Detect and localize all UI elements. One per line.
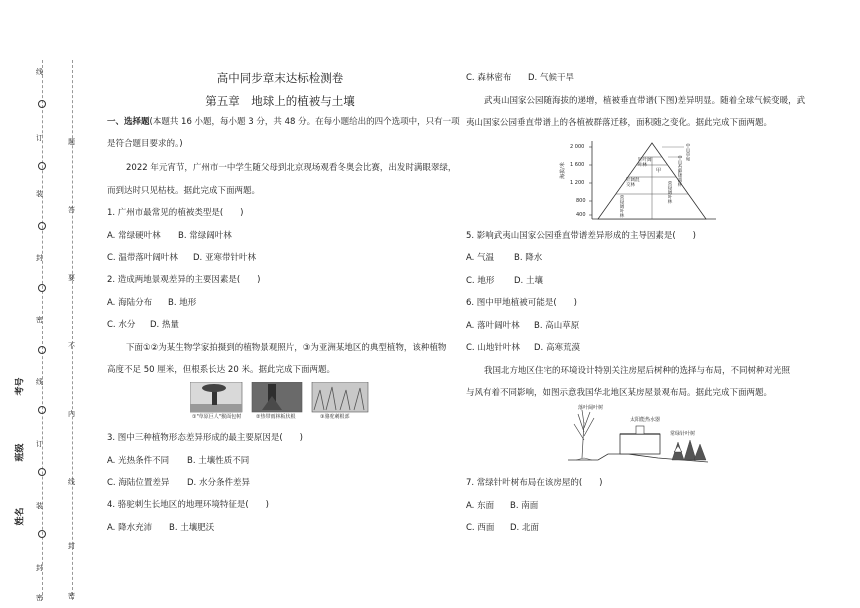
section-heading: 一、选择题 <box>107 117 150 127</box>
q1-option-c[interactable]: C. 温带落叶阔叶林 <box>107 253 178 263</box>
margin-circle <box>38 406 46 414</box>
margin-char: 封 <box>68 542 75 550</box>
tick-label: 1 600 <box>570 162 585 168</box>
q3-option-d[interactable]: D. 水分条件差异 <box>187 478 250 488</box>
margin-char: 线 <box>36 378 43 386</box>
photo-caption-2: ②热带雨林板状根 <box>256 414 296 420</box>
q1-option-a[interactable]: A. 常绿硬叶林 <box>107 231 161 241</box>
margin-char: 内 <box>68 410 75 418</box>
margin-circle <box>38 100 46 108</box>
q4-option-b[interactable]: B. 土壤肥沃 <box>169 523 215 533</box>
fig-label-solar-heater: 太阳能热水器 <box>630 417 661 423</box>
q5-option-d[interactable]: D. 土壤 <box>514 276 543 286</box>
zone-label: 常绿阔叶林 <box>667 181 672 204</box>
tick-label: 2 000 <box>570 144 585 150</box>
margin-char: 订 <box>36 134 43 142</box>
passage-2-line-1: 下面①②为某生物学家拍摄到的植物景观照片，③为亚洲某地区的典型植物，该种植物 <box>126 343 447 353</box>
zone-label: 针叶阔叶林 <box>638 158 652 168</box>
margin-char: 线 <box>36 68 43 76</box>
q6-stem: 6. 图中甲地植被可能是( ) <box>466 298 577 308</box>
q4-option-a[interactable]: A. 降水充沛 <box>107 523 153 533</box>
tick-label: 800 <box>576 198 586 204</box>
q5-option-c[interactable]: C. 地形 <box>466 276 495 286</box>
field-label-name: 姓名 <box>15 507 26 526</box>
q2-stem: 2. 造成两地景观差异的主要因素是( ) <box>107 275 261 285</box>
q7-option-b[interactable]: B. 南面 <box>510 501 539 511</box>
passage-1-line-2: 而到达时只见枯枝。据此完成下面两题。 <box>107 186 261 196</box>
margin-char: 答 <box>68 206 75 214</box>
margin-char: 封 <box>36 564 43 572</box>
margin-char: 密 <box>36 316 43 324</box>
q6-option-d[interactable]: D. 高寒荒漠 <box>534 343 580 353</box>
passage-4-line-2: 与风有着不同影响，如图示意我国华北地区某房屋景观布局。据此完成下面两题。 <box>466 388 773 398</box>
zone-label: 中山草甸 <box>685 143 690 161</box>
passage-3-line-2: 夷山国家公园垂直带谱上的各植被群落迁移，面积随之变化。据此完成下面两题。 <box>466 118 773 128</box>
margin-circle <box>38 162 46 170</box>
margin-char: 装 <box>36 502 43 510</box>
q7-option-d[interactable]: D. 北面 <box>510 523 539 533</box>
passage-4-line-1: 我国北方地区住宅的环境设计特别关注房屋后树种的选择与布局，不同树种对光照 <box>484 366 791 376</box>
q3-stem: 3. 图中三种植物形态差异形成的最主要原因是( ) <box>107 433 303 443</box>
zone-label: 中山苔藓矮曲林 <box>677 155 682 187</box>
fig-label-evergreen: 常绿针叶树 <box>670 431 696 437</box>
q3-option-b[interactable]: B. 土壤性质不同 <box>187 456 250 466</box>
margin-circle <box>38 284 46 292</box>
margin-char: 密 <box>68 592 75 600</box>
q1-option-b[interactable]: B. 常绿阔叶林 <box>178 231 232 241</box>
q7-option-a[interactable]: A. 东面 <box>466 501 495 511</box>
page-title: 高中同步章末达标检测卷 <box>216 71 344 85</box>
section-desc-2: 是符合题目要求的。) <box>107 139 183 149</box>
q5-stem: 5. 影响武夷山国家公园垂直带谱差异形成的主导因素是( ) <box>466 231 696 241</box>
passage-1-line-1: 2022 年元宵节，广州市一中学生随父母到北京现场观看冬奥会比赛，出发时满眼翠绿， <box>126 163 457 173</box>
q6-option-b[interactable]: B. 高山草原 <box>534 321 580 331</box>
passage-3-line-1: 武夷山国家公园随海拔的递增，植被垂直带谱(下图)差异明显。随着全球气候变暖，武 <box>484 96 806 106</box>
plant-photos <box>190 382 370 420</box>
q2-option-d[interactable]: D. 热量 <box>150 320 179 330</box>
q4-option-d[interactable]: D. 气候干旱 <box>528 73 574 83</box>
photo-caption-1: ①"草原巨人"猴面包树 <box>192 414 242 420</box>
q1-stem: 1. 广州市最常见的植被类型是( ) <box>107 208 244 218</box>
margin-circle <box>38 346 46 354</box>
q2-option-a[interactable]: A. 海陆分布 <box>107 298 153 308</box>
field-label-class: 班级 <box>15 443 26 462</box>
fig-label-deciduous: 落叶阔叶树 <box>578 405 604 411</box>
margin-char: 不 <box>68 342 75 350</box>
q6-option-c[interactable]: C. 山地针叶林 <box>466 343 520 353</box>
margin-char: 封 <box>36 254 43 262</box>
field-label-exam-number: 考号 <box>15 377 26 396</box>
passage-2-line-2: 高度不足 50 厘米，但根系长达 20 米。据此完成下面两题。 <box>107 365 335 375</box>
margin-char: 密 <box>36 594 43 602</box>
q3-option-a[interactable]: A. 光热条件不同 <box>107 456 170 466</box>
q7-option-c[interactable]: C. 西面 <box>466 523 495 533</box>
margin-char: 线 <box>68 478 75 486</box>
q2-option-c[interactable]: C. 水分 <box>107 320 136 330</box>
margin-circle <box>38 530 46 538</box>
margin-circle <box>38 222 46 230</box>
q5-option-b[interactable]: B. 降水 <box>514 253 543 263</box>
q1-option-d[interactable]: D. 亚寒带针叶林 <box>193 253 256 263</box>
zone-label-jia: 甲 <box>656 168 662 174</box>
chapter-title: 第五章 地球上的植被与土壤 <box>205 94 355 108</box>
margin-circle <box>38 468 46 476</box>
tick-label: 1 200 <box>570 180 585 186</box>
zone-label: 针阔混交林 <box>626 178 640 188</box>
chart-ylabel: 海拔/米 <box>559 162 566 179</box>
photo-caption-3: ③骆驼刺根部 <box>320 414 350 420</box>
house-layout-figure <box>568 402 708 468</box>
section-desc-text: (本题共 16 小题，每小题 3 分，共 48 分。在每小题给出的四个选项中，只有一项 <box>149 117 460 127</box>
q2-option-b[interactable]: B. 地形 <box>168 298 197 308</box>
q4-option-c[interactable]: C. 森林密布 <box>466 73 512 83</box>
margin-char: 题 <box>68 138 75 146</box>
q3-option-c[interactable]: C. 海陆位置差异 <box>107 478 170 488</box>
q7-stem: 7. 常绿针叶树布局在该房屋的( ) <box>466 478 603 488</box>
q4-stem: 4. 骆驼刺生长地区的地理环境特征是( ) <box>107 500 269 510</box>
mountain-zone-chart <box>556 137 726 223</box>
margin-char: 要 <box>68 274 75 282</box>
q6-option-a[interactable]: A. 落叶阔叶林 <box>466 321 520 331</box>
zone-label: 常绿阔叶林 <box>619 195 624 218</box>
section-desc <box>107 116 460 128</box>
margin-char: 订 <box>36 440 43 448</box>
q5-option-a[interactable]: A. 气温 <box>466 253 495 263</box>
tick-label: 400 <box>576 212 586 218</box>
margin-char: 装 <box>36 190 43 198</box>
